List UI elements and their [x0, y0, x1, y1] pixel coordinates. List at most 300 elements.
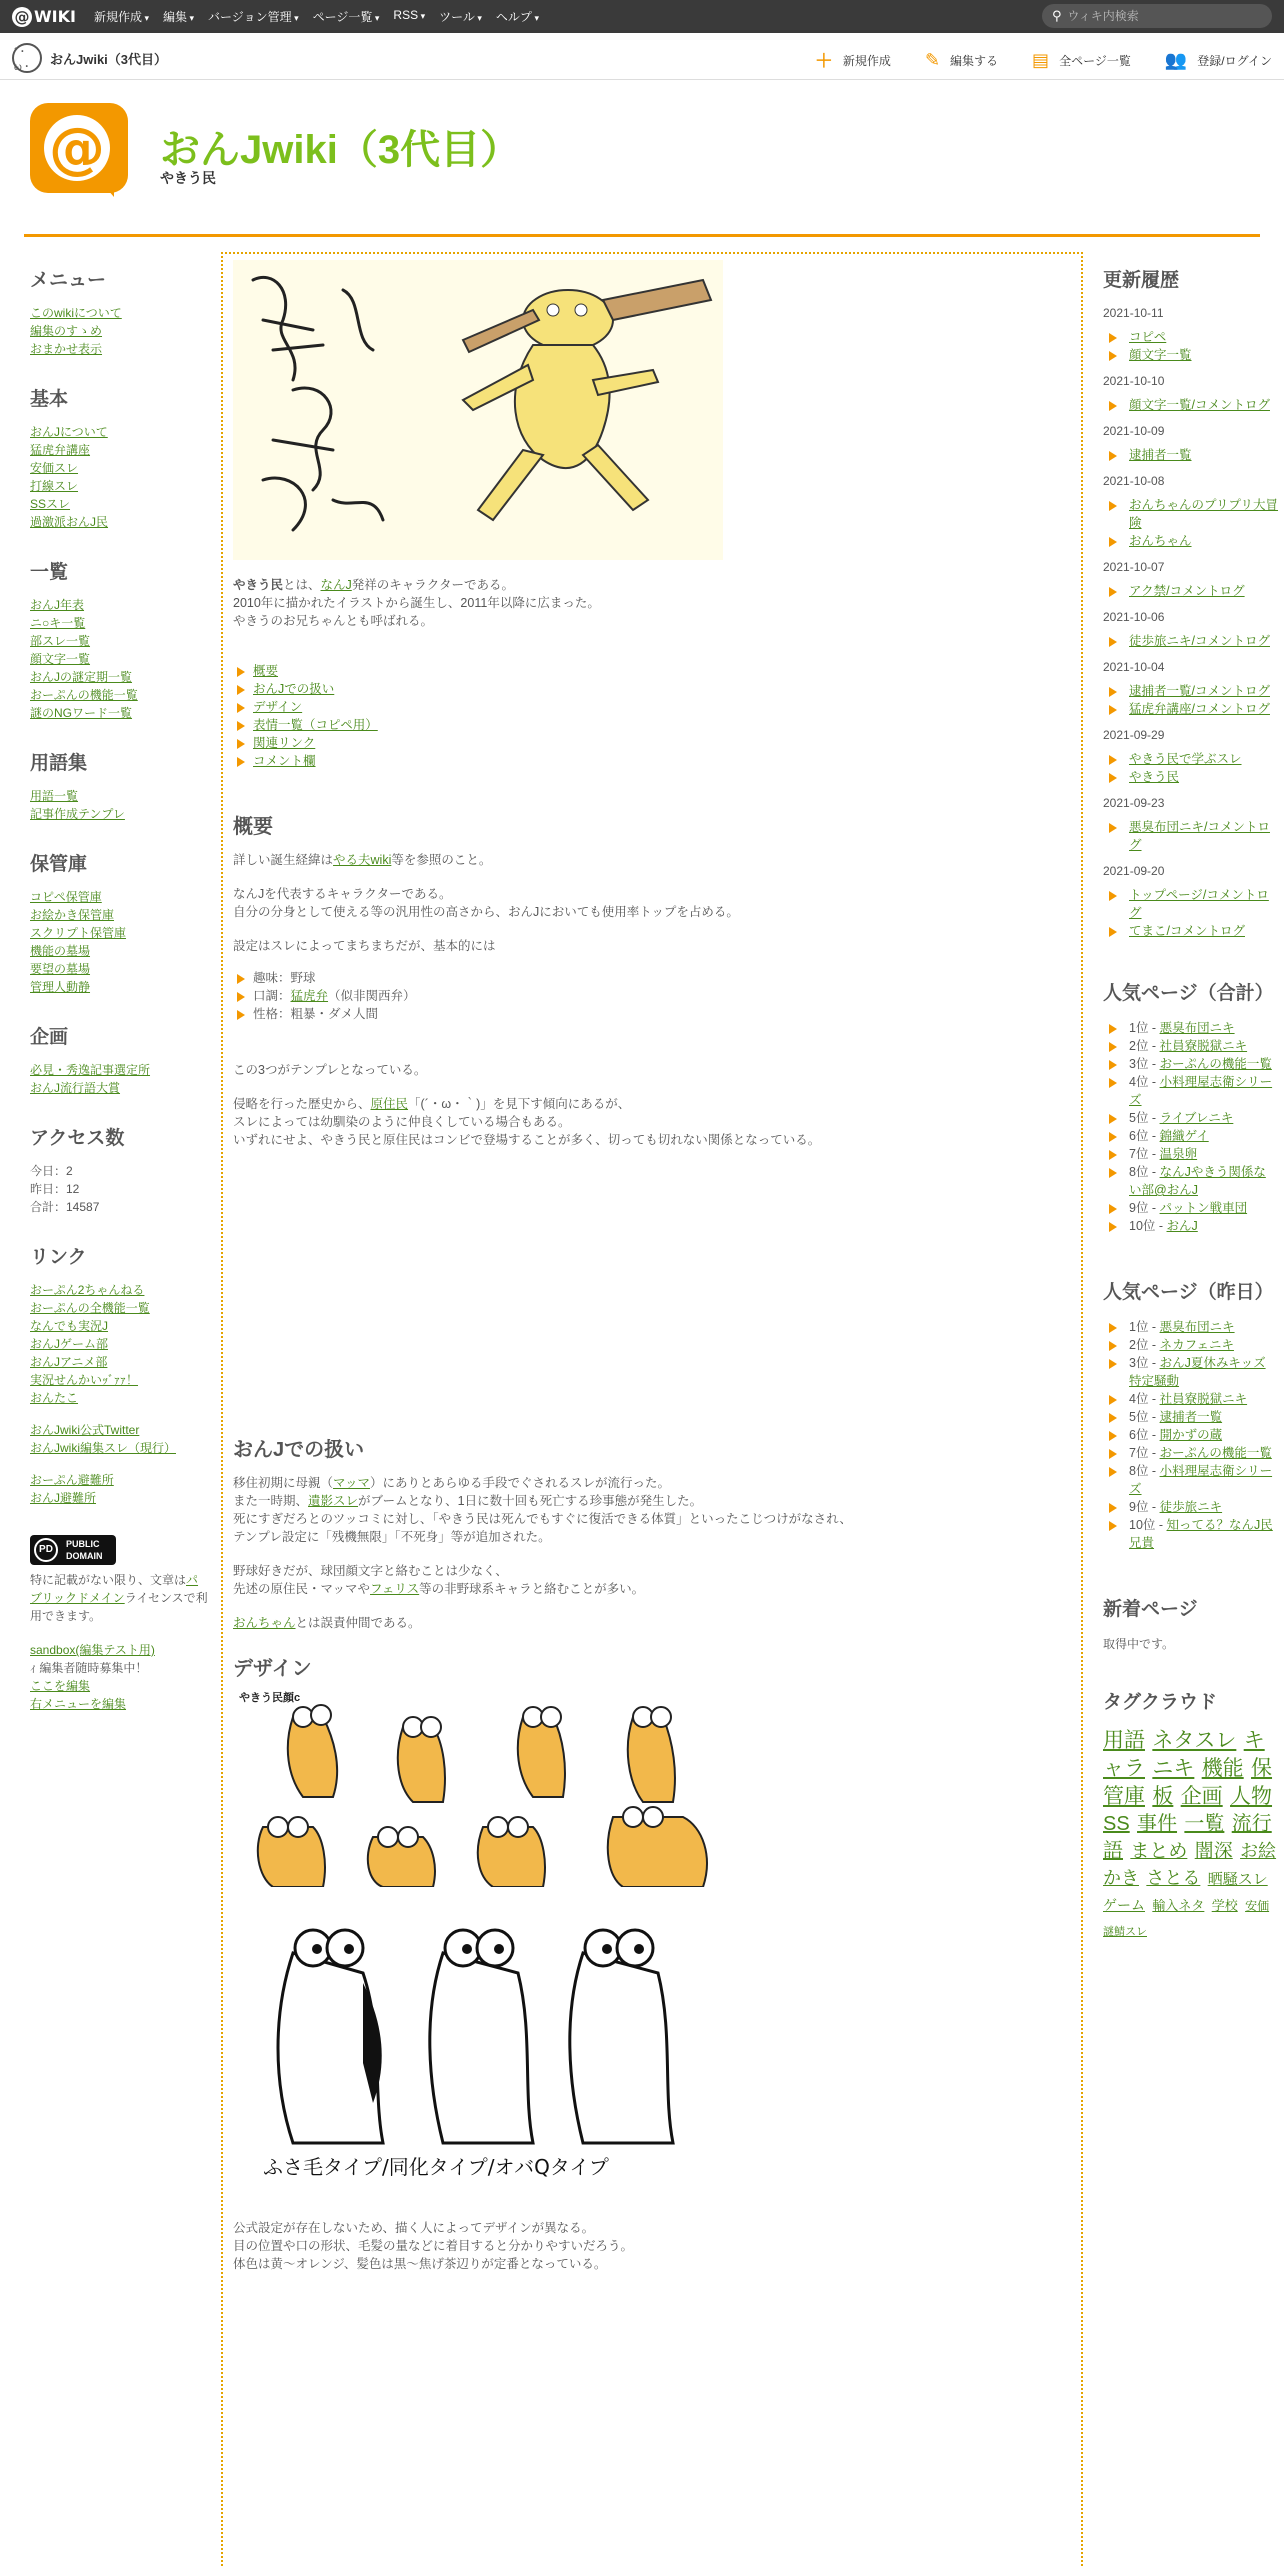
- rank-label: 9位 -: [1129, 1201, 1160, 1215]
- list-item: [1103, 922, 1278, 940]
- toc-link[interactable]: 表情一覧（コピペ用）: [253, 718, 378, 732]
- wiki-logo[interactable]: [12, 7, 76, 27]
- update-list: [1103, 328, 1278, 364]
- rank-label: 3位 -: [1129, 1057, 1160, 1071]
- archive-heading: 保管庫: [30, 854, 88, 875]
- intro-paragraph: [233, 576, 1071, 630]
- list-item: [1103, 700, 1278, 718]
- menu-tools[interactable]: ツール ▾: [439, 8, 482, 25]
- tag-link[interactable]: まとめ: [1130, 1841, 1188, 1862]
- sidebar-link[interactable]: 管理人動静: [30, 980, 91, 994]
- update-list: [1103, 496, 1278, 550]
- text: 死にすぎだろとのツッコミに対し、「やきう民は死んでもすぐに復活できる体質」といったこじつけがなされ、: [233, 1512, 852, 1526]
- list-item: [1103, 1037, 1278, 1055]
- mamma-link[interactable]: マッマ: [333, 1476, 371, 1490]
- pencil-icon: ✎: [924, 49, 941, 70]
- rank-label: 4位 -: [1129, 1392, 1160, 1406]
- popular-yesterday-heading: 人気ページ（昨日）: [1103, 1282, 1274, 1303]
- tag-link[interactable]: 学校: [1211, 1898, 1238, 1913]
- update-list: [1103, 682, 1278, 718]
- tag-link[interactable]: 一覧: [1184, 1813, 1225, 1835]
- list-item: [1103, 818, 1278, 854]
- list-item: [1103, 396, 1278, 414]
- tag-link[interactable]: SS: [1103, 1813, 1130, 1835]
- archive-links: [30, 888, 210, 996]
- sidebar-link[interactable]: おんたこ: [30, 1391, 79, 1405]
- section-design-heading: デザイン: [233, 1658, 312, 1680]
- info-icon: ｨ: [30, 1661, 37, 1675]
- onj-text: [233, 1474, 1071, 1632]
- design-types-caption: ふさ毛タイプ/同化タイプ/オバQタイプ: [263, 2155, 609, 2179]
- list-item: [1103, 1109, 1278, 1127]
- list-item: [1103, 1145, 1278, 1163]
- access-yesterday: 昨日：12: [30, 1182, 80, 1196]
- update-history: [1103, 306, 1278, 940]
- sidebar-link[interactable]: 必見・秀逸記事選定所: [30, 1063, 151, 1077]
- toc-item: [233, 752, 1071, 770]
- site-name: おんJwiki（3代目）: [50, 51, 168, 67]
- popular-page-link[interactable]: 知ってる？なんJ民兄貴: [1129, 1518, 1273, 1550]
- access-heading: アクセス数: [30, 1128, 125, 1149]
- text: 野球好きだが、球団顔文字と絡むことは少なく、: [233, 1564, 508, 1578]
- update-link[interactable]: 猛虎弁講座/コメントログ: [1129, 702, 1270, 716]
- tag-link[interactable]: ゲーム: [1103, 1897, 1145, 1913]
- sidebar-link[interactable]: おーぷんの機能一覧: [30, 688, 138, 702]
- tag-link[interactable]: 謎鯖スレ: [1103, 1926, 1147, 1938]
- sidebar-link[interactable]: おんJアニメ部: [30, 1355, 108, 1369]
- rank-label: 10位 -: [1129, 1518, 1167, 1532]
- tag-link[interactable]: 保管庫: [1103, 1757, 1273, 1808]
- sidebar-link[interactable]: 打線スレ: [30, 479, 79, 493]
- basic-links: [30, 423, 210, 531]
- sidebar-link[interactable]: おんJwiki公式Twitter: [30, 1423, 140, 1437]
- toc-item: [233, 662, 1071, 680]
- list-item: [1103, 1127, 1278, 1145]
- section-overview-heading: 概要: [233, 816, 273, 838]
- update-link[interactable]: 逮捕者一覧: [1129, 448, 1192, 462]
- sidebar-link[interactable]: おーぷん避難所: [30, 1473, 114, 1487]
- sidebar-link[interactable]: 部スレ一覧: [30, 634, 91, 648]
- intro-bold: やきう民: [233, 578, 284, 592]
- text: 設定はスレによってまちまちだが、基本的には: [233, 939, 496, 953]
- update-date: 2021-10-04: [1103, 660, 1165, 674]
- tag-link[interactable]: キャラ: [1103, 1729, 1265, 1780]
- header-divider: [24, 234, 1260, 237]
- sidebar-link[interactable]: 機能の墓場: [30, 944, 91, 958]
- list-item: [1103, 1055, 1278, 1073]
- update-link[interactable]: 悪臭布団ニキ/コメントログ: [1129, 820, 1270, 852]
- tag-link[interactable]: 流行語: [1103, 1813, 1272, 1862]
- list-item: [1103, 886, 1278, 922]
- rank-label: 5位 -: [1129, 1111, 1160, 1125]
- menu-version[interactable]: バージョン管理 ▾: [208, 8, 299, 25]
- update-date: 2021-10-08: [1103, 474, 1165, 488]
- tag-cloud-heading: タグクラウド: [1103, 1692, 1218, 1713]
- license-text: [30, 1571, 208, 1625]
- sidebar-link[interactable]: 用語一覧: [30, 789, 79, 803]
- toc-link[interactable]: おんJでの扱い: [253, 682, 335, 696]
- tag-link[interactable]: お絵かき: [1103, 1841, 1277, 1888]
- popular-page-link[interactable]: パットン戦車団: [1159, 1201, 1248, 1215]
- document-icon: ▤: [1032, 49, 1050, 70]
- license-link[interactable]: パブリックドメイン: [30, 1573, 199, 1605]
- intro-line: 2010年に描かれたイラストから誕生し、2011年以降に広まった。: [233, 596, 600, 610]
- yaruo-wiki-link[interactable]: やる夫wiki: [333, 853, 392, 867]
- tag-link[interactable]: 用語: [1103, 1729, 1145, 1752]
- list-item: [1103, 532, 1278, 550]
- text: なんJを代表するキャラクターである。: [233, 887, 452, 901]
- rank-label: 1位 -: [1129, 1320, 1160, 1334]
- sidebar-link[interactable]: このwikiについて: [30, 306, 122, 320]
- update-date: 2021-09-23: [1103, 796, 1165, 810]
- update-list: [1103, 750, 1278, 786]
- yakiumin-title-illustration: [233, 260, 723, 560]
- sidebar-link[interactable]: お絵かき保管庫: [30, 908, 115, 922]
- sidebar-link[interactable]: 編集のすゝめ: [30, 324, 103, 338]
- trait-item: [233, 969, 1071, 987]
- update-link[interactable]: 徒歩旅ニキ/コメントログ: [1129, 634, 1270, 648]
- toc-item: [233, 698, 1071, 716]
- update-date: 2021-10-06: [1103, 610, 1165, 624]
- intro-line: やきうのお兄ちゃんとも呼ばれる。: [233, 614, 434, 628]
- list-item: [1103, 1163, 1278, 1199]
- sidebar-link[interactable]: 要望の墓場: [30, 962, 91, 976]
- sidebar-link[interactable]: おんJ年表: [30, 598, 85, 612]
- list-item: [1103, 346, 1278, 364]
- refuge-links: [30, 1471, 210, 1507]
- rank-label: 6位 -: [1129, 1129, 1160, 1143]
- tag-link[interactable]: 企画: [1180, 1785, 1223, 1808]
- tag-link[interactable]: ネタスレ: [1152, 1729, 1237, 1752]
- popular-page-link[interactable]: 小料理屋志衛シリーズ: [1129, 1464, 1273, 1496]
- menu-rss[interactable]: RSS ▾: [393, 8, 425, 25]
- update-date: 2021-10-09: [1103, 424, 1165, 438]
- sidebar-link[interactable]: おんJゲーム部: [30, 1337, 109, 1351]
- tag-link[interactable]: 安価: [1245, 1899, 1270, 1913]
- rank-label: 6位 -: [1129, 1428, 1160, 1442]
- text: 公式設定が存在しないため、描く人によってデザインが異なる。: [233, 2221, 595, 2235]
- popular-total-heading: 人気ページ（合計）: [1103, 983, 1274, 1004]
- login-button[interactable]: [1165, 47, 1272, 73]
- overview-text-2: [233, 1061, 1071, 1149]
- sidebar-link[interactable]: ニ○キ一覧: [30, 616, 86, 630]
- new-page-label: 新規作成: [842, 53, 891, 68]
- popular-page-link[interactable]: おんJ: [1166, 1219, 1198, 1233]
- pd-icon: PD: [34, 1538, 58, 1562]
- official-links: [30, 1421, 210, 1457]
- public-domain-badge[interactable]: [30, 1535, 116, 1565]
- site-badge[interactable]: [12, 43, 167, 73]
- faces-caption: やきう民顔c: [239, 1689, 300, 1705]
- text: いずれにせよ、やきう民と原住民はコンビで登場することが多く、切っても切れない関係となっている。: [233, 1133, 821, 1147]
- rank-label: 1位 -: [1129, 1021, 1160, 1035]
- text: ）にありとあらゆる手段でぐされるスレが流行った。: [370, 1476, 671, 1490]
- update-date: 2021-10-11: [1103, 306, 1164, 320]
- new-pages-status: 取得中です。: [1103, 1637, 1175, 1651]
- tag-link[interactable]: 輸入ネタ: [1152, 1898, 1205, 1913]
- search-icon[interactable]: ⚲: [1052, 8, 1062, 23]
- sidebar-link[interactable]: おーぷん2ちゃんねる: [30, 1283, 145, 1297]
- popular-yesterday-list: [1103, 1318, 1278, 1552]
- sidebar-link[interactable]: おんJの謎定期一覧: [30, 670, 133, 684]
- tag-cloud: [1103, 1728, 1278, 1945]
- faces-illustration-drawing: [233, 1687, 723, 1887]
- nanj-link[interactable]: なんJ: [320, 578, 352, 592]
- toc-link[interactable]: 概要: [253, 664, 279, 678]
- list-item: [1103, 1516, 1278, 1552]
- update-link[interactable]: 逮捕者一覧/コメントログ: [1129, 684, 1270, 698]
- search-input[interactable]: [1068, 9, 1258, 23]
- tag-link[interactable]: ニキ: [1152, 1757, 1195, 1780]
- popular-page-link[interactable]: 悪臭布団ニキ: [1159, 1021, 1235, 1035]
- menu-edit[interactable]: 編集 ▾: [163, 8, 194, 25]
- pd-line2: DOMAIN: [66, 1551, 103, 1561]
- popular-page-link[interactable]: 錦織ゲイ: [1159, 1129, 1209, 1143]
- new-pages-heading: 新着ページ: [1103, 1599, 1198, 1620]
- update-list: [1103, 446, 1278, 464]
- popular-page-link[interactable]: 逮捕者一覧: [1159, 1410, 1223, 1424]
- toc-link[interactable]: 関連リンク: [253, 736, 316, 750]
- felis-link[interactable]: フェリス: [370, 1582, 420, 1596]
- site-actions: [781, 47, 1272, 73]
- text: 目の位置や口の形状、毛髪の量などに着目すると分かりやすいだろう。: [233, 2239, 634, 2253]
- sidebar-link[interactable]: おまかせ表示: [30, 342, 103, 356]
- sidebar-link[interactable]: 猛虎弁講座: [30, 443, 91, 457]
- menu-pages[interactable]: ページ一覧 ▾: [313, 8, 380, 25]
- menu-new[interactable]: 新規作成 ▾: [94, 8, 149, 25]
- design-text: [233, 2219, 1071, 2273]
- update-link[interactable]: コピペ: [1129, 330, 1167, 344]
- left-sidebar: [30, 265, 210, 1713]
- sidebar-link[interactable]: スクリプト保管庫: [30, 926, 127, 940]
- sidebar-link[interactable]: 実況せんかいｯﾞｧｧ！: [30, 1373, 139, 1387]
- update-link[interactable]: やきう民で学ぶスレ: [1129, 752, 1242, 766]
- rank-label: 2位 -: [1129, 1338, 1160, 1352]
- at-logo-icon: @: [12, 7, 32, 27]
- text: 先述の原住民・マッマや: [233, 1582, 371, 1596]
- sidebar-link[interactable]: 安価スレ: [30, 461, 79, 475]
- sidebar-link[interactable]: おーぷんの全機能一覧: [30, 1301, 150, 1315]
- rank-label: 8位 -: [1129, 1165, 1160, 1179]
- update-date: 2021-10-07: [1103, 560, 1165, 574]
- updates-heading: 更新履歴: [1103, 270, 1180, 291]
- text: 等を参照のこと。: [391, 853, 492, 867]
- popular-page-link[interactable]: 社員寮脱獄ニキ: [1159, 1392, 1248, 1406]
- text: とは誤責仲間である。: [295, 1616, 421, 1630]
- popular-page-link[interactable]: おんJ夏休みキッズ特定騒動: [1129, 1356, 1266, 1388]
- tag-link[interactable]: 人物: [1230, 1785, 1273, 1808]
- wiki-logo-text: WIKI: [34, 7, 76, 26]
- tag-link[interactable]: 事件: [1137, 1813, 1178, 1835]
- site-bar: [0, 33, 1284, 80]
- popular-page-link[interactable]: 社員寮脱獄ニキ: [1159, 1039, 1248, 1053]
- sidebar-link[interactable]: おんJについて: [30, 425, 108, 439]
- list-item: [1103, 1498, 1278, 1516]
- sidebar-link[interactable]: なんでも実況J: [30, 1319, 109, 1333]
- sidebar-link[interactable]: おんJ避難所: [30, 1491, 97, 1505]
- license-pre: 特に記載がない限り、文章は: [30, 1573, 187, 1587]
- toc-item: [233, 680, 1071, 698]
- recruit-label: 編集者随時募集中！: [39, 1661, 148, 1675]
- glossary-heading: 用語集: [30, 753, 88, 774]
- license-post: ライセンスで利用できます。: [30, 1591, 208, 1623]
- rank-label: 4位 -: [1129, 1075, 1160, 1089]
- project-heading: 企画: [30, 1027, 69, 1048]
- list-item: [1103, 750, 1278, 768]
- menu-links: [30, 304, 210, 358]
- text: 口調：: [253, 989, 291, 1003]
- rank-label: 2位 -: [1129, 1039, 1160, 1053]
- toc-link[interactable]: デザイン: [253, 700, 303, 714]
- pd-line1: PUBLIC: [66, 1539, 100, 1549]
- trait-item: [233, 987, 1071, 1005]
- sidebar-link[interactable]: 顔文字一覧: [30, 652, 91, 666]
- list-item: [1103, 768, 1278, 786]
- list-item: [1103, 1354, 1278, 1390]
- list-item: [1103, 582, 1278, 600]
- external-links: [30, 1281, 210, 1407]
- update-link[interactable]: おんちゃん: [1129, 534, 1192, 548]
- text: 性格：粗暴・ダメ人間: [253, 1007, 379, 1021]
- popular-page-link[interactable]: ネカフェニキ: [1159, 1338, 1234, 1352]
- update-link[interactable]: やきう民: [1129, 770, 1180, 784]
- access-today: 今日：2: [30, 1164, 73, 1178]
- list-item: [1103, 1199, 1278, 1217]
- text: テンプレ設定に「残機無限」「不死身」等が追加された。: [233, 1530, 551, 1544]
- list-item: [1103, 328, 1278, 346]
- plus-icon: ＋: [814, 51, 833, 71]
- text: （似非関西弁）: [328, 989, 416, 1003]
- text: 「(´・ω・｀)」を見下す傾向にあるが、: [408, 1097, 631, 1111]
- text: 自分の分身として使える等の汎用性の高さから、おんJにおいても使用率トップを占める。: [233, 905, 739, 919]
- users-icon: 👥: [1164, 49, 1188, 70]
- rank-label: 10位 -: [1129, 1219, 1167, 1233]
- popular-total-list: [1103, 1019, 1278, 1235]
- rank-label: 7位 -: [1129, 1147, 1160, 1161]
- faces-illustration: [233, 1687, 723, 1887]
- site-face-icon: ´・ω・: [12, 43, 42, 73]
- update-link[interactable]: てまこ/コメントログ: [1129, 924, 1245, 938]
- right-sidebar: [1103, 265, 1278, 1945]
- project-links: [30, 1061, 210, 1097]
- list-links: [30, 596, 210, 722]
- sidebar-link[interactable]: SSスレ: [30, 497, 71, 511]
- popular-page-link[interactable]: ライブレニキ: [1159, 1111, 1234, 1125]
- list-item: [1103, 446, 1278, 464]
- tag-link[interactable]: 闇深: [1194, 1841, 1233, 1862]
- sandbox-link[interactable]: sandbox(編集テスト用): [30, 1643, 155, 1657]
- update-link[interactable]: 顔文字一覧/コメントログ: [1129, 398, 1270, 412]
- text: 侵略を行った歴史から、: [233, 1097, 371, 1111]
- text: 等の非野球系キャラと絡むことが多い。: [419, 1582, 645, 1596]
- site-logo-icon[interactable]: [30, 103, 128, 193]
- wiki-search: [1042, 4, 1272, 28]
- edit-here-link[interactable]: ここを編集: [30, 1679, 91, 1693]
- rank-label: 3位 -: [1129, 1356, 1160, 1370]
- toc-item: [233, 734, 1071, 752]
- sidebar-link[interactable]: コピペ保管庫: [30, 890, 102, 904]
- update-link[interactable]: おんちゃんのプリプリ大冒険: [1129, 498, 1279, 530]
- trait-item: [233, 1005, 1071, 1023]
- sidebar-link[interactable]: 記事作成テンプレ: [30, 807, 125, 821]
- text: 詳しい誕生経緯は: [233, 853, 334, 867]
- popular-page-link[interactable]: 温泉卵: [1159, 1147, 1198, 1161]
- update-date: 2021-09-20: [1103, 864, 1165, 878]
- toc-link[interactable]: コメント欄: [253, 754, 316, 768]
- text: 移住初期に母親（: [233, 1476, 334, 1490]
- text: がブームとなり、1日に数十回も死亡する珍事態が発生した。: [358, 1494, 703, 1508]
- sidebar-link[interactable]: おんJ流行語大賞: [30, 1081, 121, 1095]
- recruit-text: [30, 1659, 210, 1677]
- toc-item: [233, 716, 1071, 734]
- tag-link[interactable]: 晒騒スレ: [1207, 1871, 1268, 1888]
- tag-link[interactable]: 板: [1152, 1785, 1174, 1808]
- list-item: [1103, 1426, 1278, 1444]
- list-item: [1103, 1019, 1278, 1037]
- tag-link[interactable]: 機能: [1201, 1757, 1244, 1780]
- list-item: [1103, 1217, 1278, 1235]
- text: 趣味：野球: [253, 971, 316, 985]
- section-onj-heading: おんJでの扱い: [233, 1439, 365, 1461]
- text: 体色は黄～オレンジ、髪色は黒～焦げ茶辺りが定番となっている。: [233, 2257, 607, 2271]
- intro-text: とは、: [283, 578, 321, 592]
- list-item: [1103, 1318, 1278, 1336]
- rank-label: 7位 -: [1129, 1446, 1160, 1460]
- genjumin-link[interactable]: 原住民: [370, 1097, 409, 1111]
- tag-link[interactable]: さとる: [1146, 1868, 1201, 1888]
- menu-heading: メニュー: [30, 270, 107, 291]
- traits-list: [233, 969, 1071, 1023]
- popular-page-link[interactable]: なんJやきう関係ない部@おんJ: [1129, 1165, 1266, 1197]
- iei-thread-link[interactable]: 遺影スレ: [308, 1494, 359, 1508]
- rank-label: 8位 -: [1129, 1464, 1160, 1478]
- list-item: [1103, 682, 1278, 700]
- links-heading: リンク: [30, 1247, 87, 1268]
- top-navigation-bar: [0, 0, 1284, 33]
- menu-help[interactable]: ヘルプ ▾: [496, 8, 539, 25]
- site-title[interactable]: おんJwiki（3代目）: [160, 128, 521, 172]
- basic-heading: 基本: [30, 389, 69, 410]
- popular-page-link[interactable]: 徒歩旅ニキ: [1159, 1500, 1223, 1514]
- all-pages-button[interactable]: [1032, 47, 1131, 73]
- sidebar-link[interactable]: 謎のNGワード一覧: [30, 706, 133, 720]
- update-link[interactable]: アク禁/コメントログ: [1129, 584, 1245, 598]
- overview-text: [233, 851, 1071, 955]
- edit-page-button[interactable]: [925, 47, 998, 73]
- onchan-link[interactable]: おんちゃん: [233, 1616, 296, 1630]
- access-counter: [30, 1162, 210, 1216]
- edit-right-menu-link[interactable]: 右メニューを編集: [30, 1697, 127, 1711]
- text: また一時期、: [233, 1494, 309, 1508]
- popular-page-link[interactable]: おーぷんの機能一覧: [1159, 1057, 1272, 1071]
- popular-page-link[interactable]: 小料理屋志衛シリーズ: [1129, 1075, 1273, 1107]
- popular-page-link[interactable]: 開かずの蔵: [1159, 1428, 1223, 1442]
- new-page-button[interactable]: [815, 47, 891, 73]
- update-link[interactable]: トップページ/コメントログ: [1129, 888, 1269, 920]
- popular-page-link[interactable]: 悪臭布団ニキ: [1159, 1320, 1235, 1334]
- top-menu: [94, 8, 553, 25]
- access-total: 合計：14587: [30, 1200, 100, 1214]
- mokoben-link[interactable]: 猛虎弁: [290, 989, 329, 1003]
- intro-text: 発祥のキャラクターである。: [351, 578, 515, 592]
- popular-page-link[interactable]: おーぷんの機能一覧: [1159, 1446, 1272, 1460]
- list-item: [1103, 496, 1278, 532]
- sidebar-link[interactable]: 過激派おんJ民: [30, 515, 109, 529]
- text: この3つがテンプレとなっている。: [233, 1063, 427, 1077]
- update-date: 2021-09-29: [1103, 728, 1165, 742]
- sidebar-link[interactable]: おんJwiki編集スレ（現行）: [30, 1441, 176, 1455]
- update-link[interactable]: 顔文字一覧: [1129, 348, 1192, 362]
